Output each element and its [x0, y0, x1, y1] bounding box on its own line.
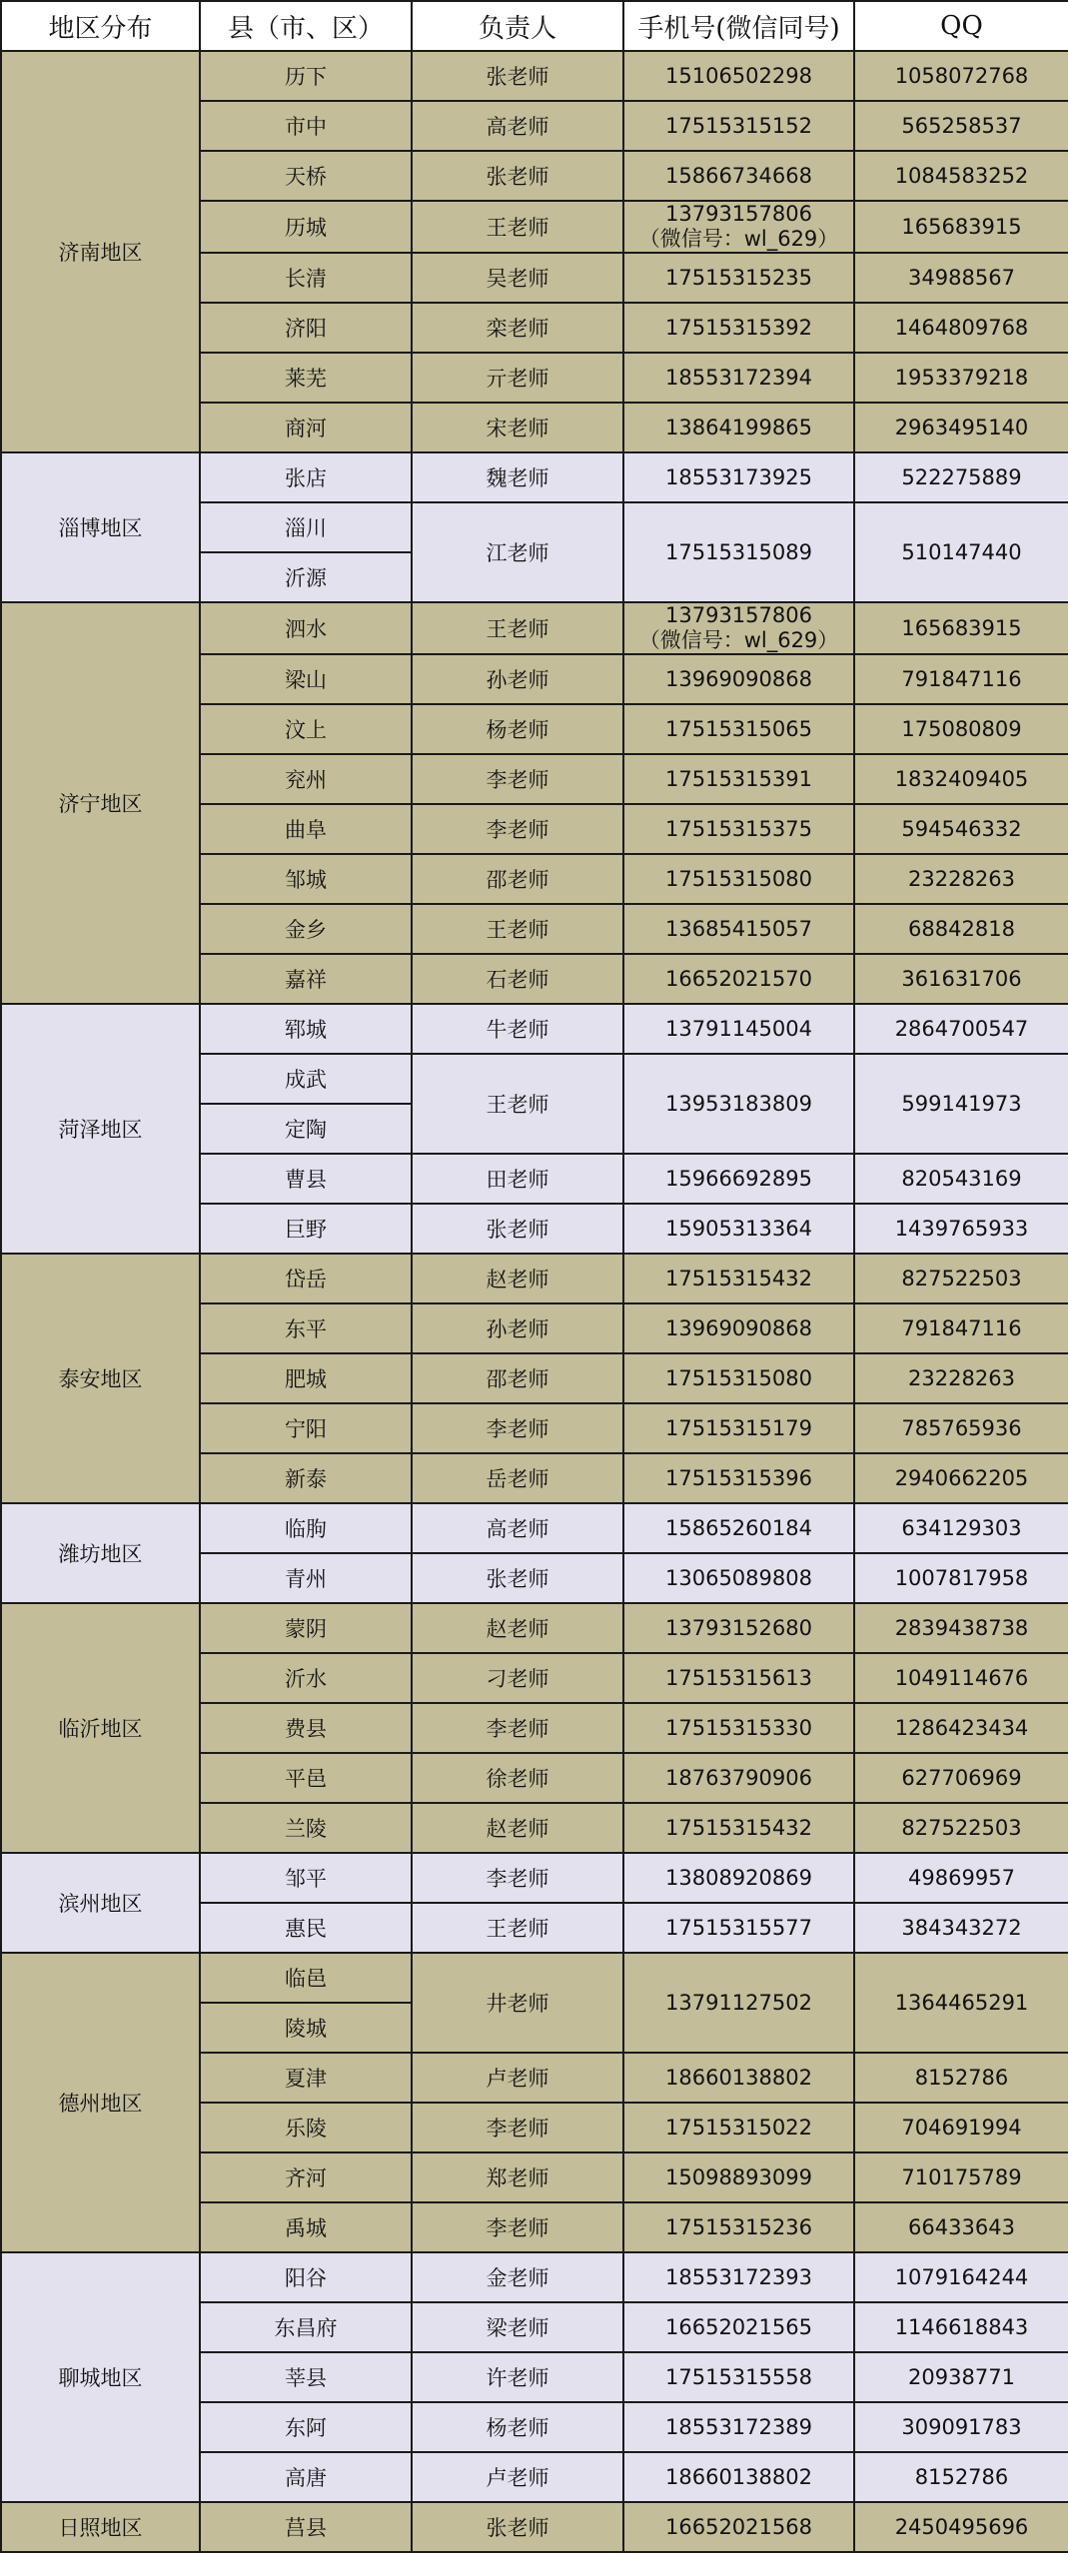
person-cell: 张老师 [412, 151, 623, 201]
phone-cell: 15098893099 [623, 2152, 854, 2202]
qq-cell: 309091783 [854, 2402, 1068, 2452]
phone-cell: 13808920869 [623, 1853, 854, 1903]
person-cell: 郑老师 [412, 2152, 623, 2202]
phone-cell: 17515315613 [623, 1653, 854, 1703]
qq-cell: 2864700547 [854, 1004, 1068, 1054]
county-cell: 东昌府 [200, 2302, 412, 2352]
qq-cell: 165683915 [854, 201, 1068, 253]
qq-cell: 827522503 [854, 1254, 1068, 1303]
person-cell: 李老师 [412, 804, 623, 854]
wechat-id: （微信号：wl_629） [638, 227, 839, 251]
phone-cell: 13065089808 [623, 1553, 854, 1603]
person-cell: 牛老师 [412, 1004, 623, 1054]
phone-cell: 13864199865 [623, 403, 854, 452]
person-cell: 李老师 [412, 1853, 623, 1903]
phone-cell: 17515315236 [623, 2202, 854, 2252]
phone-cell: 13969090868 [623, 654, 854, 704]
phone-cell: 17515315330 [623, 1703, 854, 1753]
qq-cell: 1058072768 [854, 51, 1068, 101]
county-cell: 邹城 [200, 854, 412, 904]
qq-cell: 634129303 [854, 1503, 1068, 1553]
county-cell: 市中 [200, 101, 412, 151]
person-cell: 宋老师 [412, 403, 623, 452]
qq-cell: 510147440 [854, 502, 1068, 602]
table-row [1, 2502, 1068, 2552]
person-cell: 张老师 [412, 2502, 623, 2552]
county-cell: 蒙阴 [200, 1603, 412, 1653]
region-cell: 济宁地区 [1, 602, 200, 1004]
qq-cell: 68842818 [854, 904, 1068, 954]
county-cell: 莒县 [200, 2502, 412, 2552]
phone-number: 13793157806 [665, 202, 812, 226]
phone-cell: 15866734668 [623, 151, 854, 201]
phone-cell: 17515315152 [623, 101, 854, 151]
phone-cell: 15905313364 [623, 1204, 854, 1254]
qq-cell: 34988567 [854, 253, 1068, 303]
wechat-id: （微信号：wl_629） [638, 628, 839, 652]
qq-cell: 165683915 [854, 602, 1068, 654]
county-cell: 巨野 [200, 1204, 412, 1254]
phone-cell: 15966692895 [623, 1154, 854, 1204]
qq-cell: 1464809768 [854, 303, 1068, 353]
county-cell: 岱岳 [200, 1254, 412, 1303]
table-row [1, 1953, 1068, 2003]
county-cell: 东阿 [200, 2402, 412, 2452]
table-row [1, 602, 1068, 654]
county-cell: 曹县 [200, 1154, 412, 1204]
county-cell: 平邑 [200, 1753, 412, 1803]
person-cell: 李老师 [412, 1403, 623, 1453]
qq-cell: 2963495140 [854, 403, 1068, 452]
phone-cell: 17515315391 [623, 754, 854, 804]
region-cell: 滨州地区 [1, 1853, 200, 1953]
person-cell: 王老师 [412, 602, 623, 654]
person-cell: 栾老师 [412, 303, 623, 353]
county-cell: 成武 [200, 1054, 412, 1104]
qq-cell: 20938771 [854, 2352, 1068, 2402]
phone-cell [623, 201, 854, 253]
qq-cell: 2450495696 [854, 2502, 1068, 2552]
person-cell: 赵老师 [412, 1254, 623, 1303]
phone-cell: 18553173925 [623, 452, 854, 502]
phone-cell: 13969090868 [623, 1303, 854, 1353]
region-cell: 日照地区 [1, 2502, 200, 2552]
qq-cell: 1084583252 [854, 151, 1068, 201]
person-cell: 亓老师 [412, 353, 623, 403]
county-cell: 莱芜 [200, 353, 412, 403]
person-cell: 邵老师 [412, 1353, 623, 1403]
person-cell: 梁老师 [412, 2302, 623, 2352]
county-cell: 乐陵 [200, 2103, 412, 2152]
person-cell: 李老师 [412, 754, 623, 804]
county-cell: 历城 [200, 201, 412, 253]
county-cell: 汶上 [200, 704, 412, 754]
qq-cell: 594546332 [854, 804, 1068, 854]
county-cell: 兖州 [200, 754, 412, 804]
qq-cell: 1953379218 [854, 353, 1068, 403]
county-cell: 新泰 [200, 1453, 412, 1503]
phone-cell: 13953183809 [623, 1054, 854, 1154]
qq-cell: 627706969 [854, 1753, 1068, 1803]
person-cell: 江老师 [412, 502, 623, 602]
table-row [1, 51, 1068, 101]
person-cell: 王老师 [412, 1054, 623, 1154]
person-cell: 石老师 [412, 954, 623, 1004]
person-cell: 张老师 [412, 1204, 623, 1254]
county-cell: 夏津 [200, 2053, 412, 2103]
qq-cell: 175080809 [854, 704, 1068, 754]
person-cell: 杨老师 [412, 2402, 623, 2452]
qq-cell: 1007817958 [854, 1553, 1068, 1603]
qq-cell: 1286423434 [854, 1703, 1068, 1753]
phone-cell: 15865260184 [623, 1503, 854, 1553]
phone-cell: 13685415057 [623, 904, 854, 954]
county-cell: 费县 [200, 1703, 412, 1753]
phone-cell: 17515315396 [623, 1453, 854, 1503]
table-row [1, 452, 1068, 502]
phone-cell: 17515315375 [623, 804, 854, 854]
table-row [1, 1853, 1068, 1903]
county-cell: 阳谷 [200, 2252, 412, 2302]
county-cell: 曲阜 [200, 804, 412, 854]
region-cell: 潍坊地区 [1, 1503, 200, 1603]
person-cell: 卢老师 [412, 2452, 623, 2502]
county-cell: 宁阳 [200, 1403, 412, 1453]
qq-cell: 1439765933 [854, 1204, 1068, 1254]
county-cell: 高唐 [200, 2452, 412, 2502]
county-cell: 梁山 [200, 654, 412, 704]
county-cell: 陵城 [200, 2003, 412, 2053]
table-row [1, 1004, 1068, 1054]
county-cell: 郓城 [200, 1004, 412, 1054]
county-cell: 临朐 [200, 1503, 412, 1553]
county-cell: 东平 [200, 1303, 412, 1353]
qq-cell: 66433643 [854, 2202, 1068, 2252]
table-row [1, 2252, 1068, 2302]
phone-cell: 17515315235 [623, 253, 854, 303]
phone-cell: 17515315432 [623, 1803, 854, 1853]
person-cell: 邵老师 [412, 854, 623, 904]
region-cell: 济南地区 [1, 51, 200, 452]
qq-cell: 522275889 [854, 452, 1068, 502]
county-cell: 淄川 [200, 502, 412, 552]
person-cell: 张老师 [412, 51, 623, 101]
phone-cell: 16652021565 [623, 2302, 854, 2352]
qq-cell: 23228263 [854, 854, 1068, 904]
phone-cell: 17515315392 [623, 303, 854, 353]
person-cell: 井老师 [412, 1953, 623, 2053]
county-cell: 商河 [200, 403, 412, 452]
county-cell: 邹平 [200, 1853, 412, 1903]
header-row [1, 1, 1068, 51]
county-cell: 沂源 [200, 552, 412, 602]
phone-cell: 13791145004 [623, 1004, 854, 1054]
phone-cell [623, 602, 854, 654]
header-region: 地区分布 [1, 1, 200, 51]
person-cell: 高老师 [412, 101, 623, 151]
qq-cell: 820543169 [854, 1154, 1068, 1204]
qq-cell: 2940662205 [854, 1453, 1068, 1503]
qq-cell: 8152786 [854, 2452, 1068, 2502]
phone-cell: 13793152680 [623, 1603, 854, 1653]
county-cell: 历下 [200, 51, 412, 101]
phone-cell: 18763790906 [623, 1753, 854, 1803]
qq-cell: 2839438738 [854, 1603, 1068, 1653]
county-cell: 惠民 [200, 1903, 412, 1953]
person-cell: 李老师 [412, 2202, 623, 2252]
qq-cell: 827522503 [854, 1803, 1068, 1853]
phone-cell: 17515315080 [623, 1353, 854, 1403]
phone-cell: 17515315432 [623, 1254, 854, 1303]
table-row [1, 1603, 1068, 1653]
county-cell: 嘉祥 [200, 954, 412, 1004]
region-cell: 泰安地区 [1, 1254, 200, 1503]
county-cell: 青州 [200, 1553, 412, 1603]
phone-number: 13793157806 [665, 603, 812, 627]
qq-cell: 49869957 [854, 1853, 1068, 1903]
county-cell: 长清 [200, 253, 412, 303]
header-person: 负责人 [412, 1, 623, 51]
qq-cell: 23228263 [854, 1353, 1068, 1403]
qq-cell: 1049114676 [854, 1653, 1068, 1703]
person-cell: 孙老师 [412, 654, 623, 704]
phone-cell: 17515315080 [623, 854, 854, 904]
qq-cell: 791847116 [854, 1303, 1068, 1353]
qq-cell: 599141973 [854, 1054, 1068, 1154]
person-cell: 王老师 [412, 201, 623, 253]
phone-cell: 18660138802 [623, 2452, 854, 2502]
county-cell: 齐河 [200, 2152, 412, 2202]
person-cell: 高老师 [412, 1503, 623, 1553]
person-cell: 徐老师 [412, 1753, 623, 1803]
county-cell: 天桥 [200, 151, 412, 201]
person-cell: 岳老师 [412, 1453, 623, 1503]
qq-cell: 1146618843 [854, 2302, 1068, 2352]
phone-cell: 15106502298 [623, 51, 854, 101]
phone-cell: 18553172394 [623, 353, 854, 403]
phone-cell: 17515315022 [623, 2103, 854, 2152]
qq-cell: 361631706 [854, 954, 1068, 1004]
phone-cell: 17515315558 [623, 2352, 854, 2402]
qq-cell: 384343272 [854, 1903, 1068, 1953]
county-cell: 莘县 [200, 2352, 412, 2402]
phone-cell: 16652021568 [623, 2502, 854, 2552]
qq-cell: 1832409405 [854, 754, 1068, 804]
region-cell: 菏泽地区 [1, 1004, 200, 1254]
header-phone: 手机号(微信同号) [623, 1, 854, 51]
qq-cell: 565258537 [854, 101, 1068, 151]
person-cell: 赵老师 [412, 1603, 623, 1653]
qq-cell: 1079164244 [854, 2252, 1068, 2302]
county-cell: 兰陵 [200, 1803, 412, 1853]
region-cell: 淄博地区 [1, 452, 200, 602]
phone-cell: 17515315577 [623, 1903, 854, 1953]
phone-cell: 17515315179 [623, 1403, 854, 1453]
county-cell: 禹城 [200, 2202, 412, 2252]
person-cell: 许老师 [412, 2352, 623, 2402]
region-cell: 聊城地区 [1, 2252, 200, 2502]
person-cell: 卢老师 [412, 2053, 623, 2103]
county-cell: 临邑 [200, 1953, 412, 2003]
qq-cell: 1364465291 [854, 1953, 1068, 2053]
region-cell: 德州地区 [1, 1953, 200, 2252]
qq-cell: 704691994 [854, 2103, 1068, 2152]
qq-cell: 8152786 [854, 2053, 1068, 2103]
qq-cell: 710175789 [854, 2152, 1068, 2202]
person-cell: 王老师 [412, 1903, 623, 1953]
person-cell: 孙老师 [412, 1303, 623, 1353]
table-row [1, 1503, 1068, 1553]
phone-cell: 18553172393 [623, 2252, 854, 2302]
county-cell: 济阳 [200, 303, 412, 353]
phone-cell: 18660138802 [623, 2053, 854, 2103]
county-cell: 沂水 [200, 1653, 412, 1703]
header-qq: QQ [854, 1, 1068, 51]
person-cell: 张老师 [412, 1553, 623, 1603]
phone-cell: 18553172389 [623, 2402, 854, 2452]
person-cell: 金老师 [412, 2252, 623, 2302]
county-cell: 张店 [200, 452, 412, 502]
region-cell: 临沂地区 [1, 1603, 200, 1853]
person-cell: 魏老师 [412, 452, 623, 502]
table-row [1, 1254, 1068, 1303]
qq-cell: 785765936 [854, 1403, 1068, 1453]
phone-cell: 16652021570 [623, 954, 854, 1004]
person-cell: 李老师 [412, 2103, 623, 2152]
person-cell: 吴老师 [412, 253, 623, 303]
person-cell: 杨老师 [412, 704, 623, 754]
person-cell: 李老师 [412, 1703, 623, 1753]
person-cell: 王老师 [412, 904, 623, 954]
person-cell: 刁老师 [412, 1653, 623, 1703]
county-cell: 肥城 [200, 1353, 412, 1403]
county-cell: 定陶 [200, 1104, 412, 1154]
qq-cell: 791847116 [854, 654, 1068, 704]
county-cell: 泗水 [200, 602, 412, 654]
phone-cell: 17515315065 [623, 704, 854, 754]
person-cell: 赵老师 [412, 1803, 623, 1853]
header-county: 县（市、区） [200, 1, 412, 51]
phone-cell: 17515315089 [623, 502, 854, 602]
county-cell: 金乡 [200, 904, 412, 954]
person-cell: 田老师 [412, 1154, 623, 1204]
phone-cell: 13791127502 [623, 1953, 854, 2053]
table-body [1, 51, 1068, 2552]
